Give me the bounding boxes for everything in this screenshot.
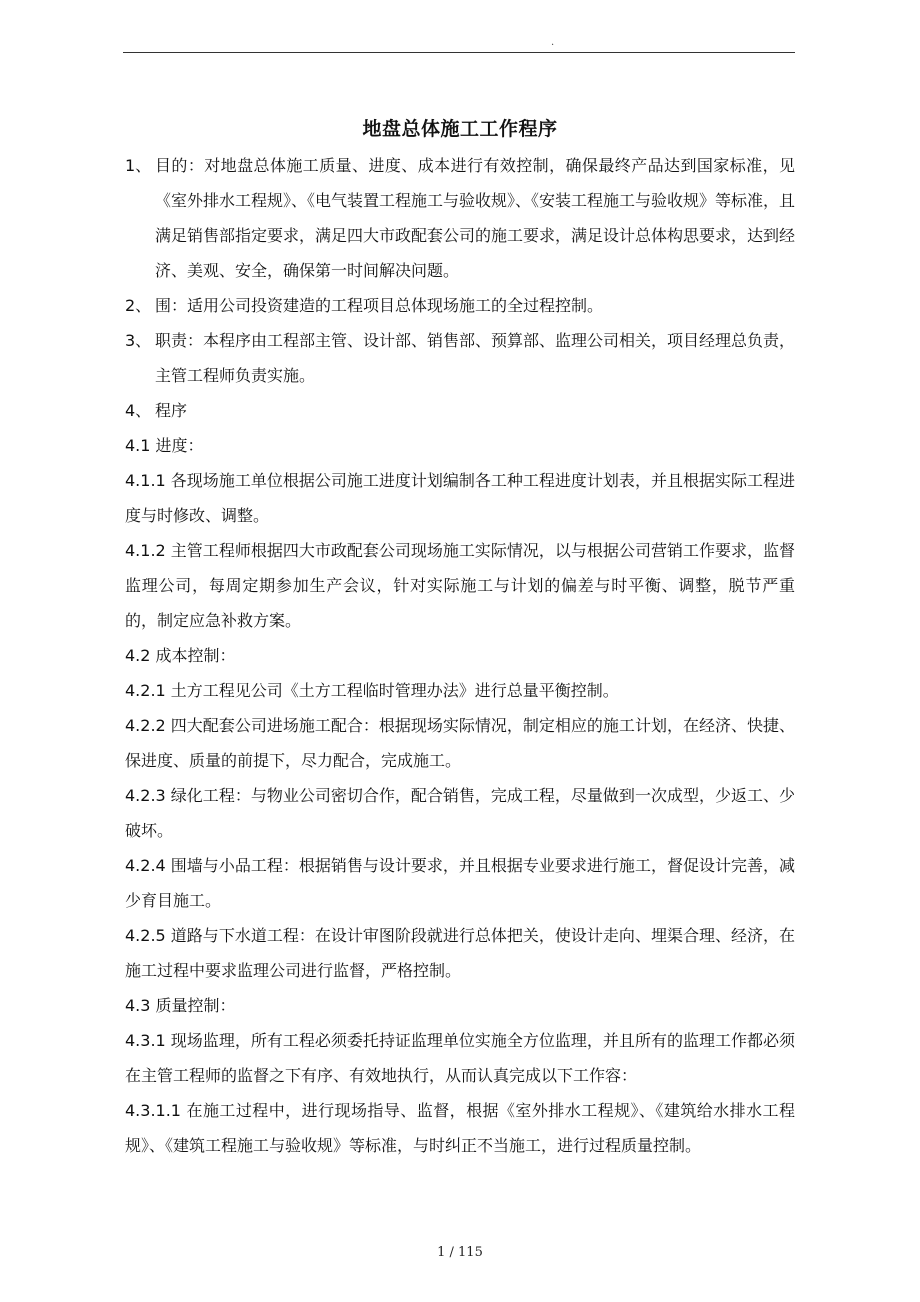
section-text: 职责：本程序由工程部主管、设计部、销售部、预算部、监理公司相关，项目经理总负责，主管工程师负责实施。 [155,331,796,385]
page-title: 地盘总体施工工作程序 [362,118,558,140]
paragraph-4-2-3: 4.2.3 绿化工程：与物业公司密切合作，配合销售，完成工程，尽量做到一次成型，少返工、少破坏。 [125,786,795,840]
heading-4-3: 4.3 质量控制： [125,996,236,1015]
paragraph-4-3-1-1: 4.3.1.1 在施工过程中，进行现场指导、监督，根据《室外排水工程规》、《建筑给水排水工程规》、《建筑工程施工与验收规》等标准，与时纠正不当施工，进行过程质量控制。 [125,1101,795,1155]
section-number: 4、 [125,401,152,420]
section-number: 2、 [125,296,152,315]
paragraph-4-1-2: 4.1.2 主管工程师根据四大市政配套公司现场施工实际情况，以与根据公司营销工作要求，监督监理公司，每周定期参加生产会议，针对实际施工与计划的偏差与时平衡、调整，脱节严重的，制定应急补救方案。 [125,541,795,630]
heading-4-2: 4.2 成本控制： [125,646,236,665]
header-rule [123,52,795,53]
section-4 [125,393,795,428]
section-text: 目的：对地盘总体施工质量、进度、成本进行有效控制，确保最终产品达到国家标准，见《室外排水工程规》、《电气装置工程施工与验收规》、《安装工程施工与验收规》等标准，且满足销售部指定要求，满足四大市政配套公司的施工要求，满足设计总体构思要求，达到经济、美观、安全，确保第一时间解决问题。 [155,156,796,280]
page-number: 1 / 115 [437,1245,483,1260]
paragraph-4-2-4: 4.2.4 围墙与小品工程：根据销售与设计要求，并且根据专业要求进行施工，督促设计完善，减少育目施工。 [125,856,795,910]
heading-4-1: 4.1 进度： [125,436,204,455]
header-mark: . [551,37,555,48]
section-number: 1、 [125,156,152,175]
section-text: 程序 [155,401,188,420]
paragraph-4-2-2: 4.2.2 四大配套公司进场施工配合：根据现场实际情况，制定相应的施工计划，在经济、快捷、保进度、质量的前提下，尽力配合，完成施工。 [125,716,795,770]
section-1 [125,148,795,288]
section-text: 围：适用公司投资建造的工程项目总体现场施工的全过程控制。 [155,296,604,315]
section-2 [125,288,795,323]
paragraph-4-2-1: 4.2.1 土方工程见公司《土方工程临时管理办法》进行总量平衡控制。 [125,681,619,700]
paragraph-4-1-1: 4.1.1 各现场施工单位根据公司施工进度计划编制各工种工程进度计划表，并且根据实际工程进度与时修改、调整。 [125,471,795,525]
section-number: 3、 [125,331,152,350]
document-body [125,148,795,1163]
section-3 [125,323,795,393]
paragraph-4-2-5: 4.2.5 道路与下水道工程：在设计审图阶段就进行总体把关，使设计走向、埋渠合理、经济，在施工过程中要求监理公司进行监督，严格控制。 [125,926,795,980]
paragraph-4-3-1: 4.3.1 现场监理，所有工程必须委托持证监理单位实施全方位监理，并且所有的监理工作都必须在主管工程师的监督之下有序、有效地执行，从而认真完成以下工作容： [125,1031,795,1085]
